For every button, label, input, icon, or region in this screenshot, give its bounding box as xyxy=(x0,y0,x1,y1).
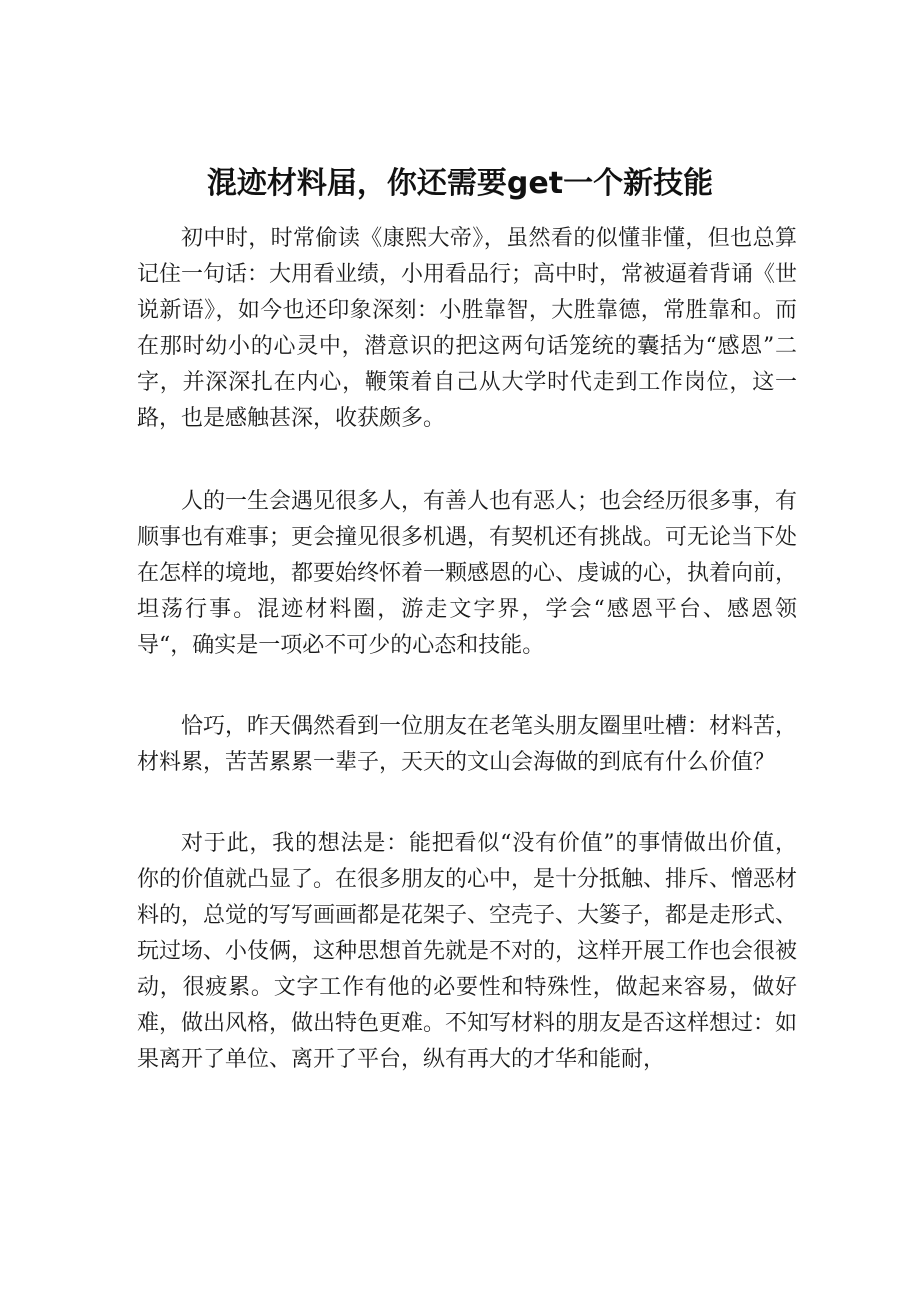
document-title: 混迹材料届，你还需要get一个新技能 xyxy=(206,166,714,201)
paragraph-2: 人的一生会遇见很多人，有善人也有恶人；也会经历很多事，有顺事也有难事；更会撞见很多机遇，有契机还有挑战。可无论当下处在怎样的境地，都要始终怀着一颗感恩的心、虔诚的心，执着向前，坦荡行事。混迹材料圈，游走文字界，学会“感恩平台、感恩领导“，确实是一项必不可少的心态和技能。 xyxy=(137,489,798,658)
paragraph-3: 恰巧，昨天偶然看到一位朋友在老笔头朋友圈里吐槽：材料苦，材料累，苦苦累累一辈子，天天的文山会海做的到底有什么价值？ xyxy=(137,714,798,775)
paragraph-1: 初中时，时常偷读《康熙大帝》，虽然看的似懂非懂，但也总算记住一句话：大用看业绩，小用看品行；高中时，常被逼着背诵《世说新语》，如今也还印象深刻：小胜靠智，大胜靠德，常胜靠和。而在那时幼小的心灵中，潜意识的把这两句话笼统的囊括为“感恩”二字，并深深扎在内心，鞭策着自己从大学时代走到工作岗位，这一路，也是感触甚深，收获颇多。 xyxy=(137,226,798,431)
paragraph-4: 对于此，我的想法是：能把看似“没有价值”的事情做出价值，你的价值就凸显了。在很多朋友的心中，是十分抵触、排斥、憎恶材料的，总觉的写写画画都是花架子、空壳子、大篓子，都是走形式、玩过场、小伎俩，这种思想首先就是不对的，这样开展工作也会很被动，很疲累。文字工作有他的必要性和特殊性，做起来容易，做好难，做出风格，做出特色更难。不知写材料的朋友是否这样想过：如果离开了单位、离开了平台，纵有再大的才华和能耐， xyxy=(137,831,798,1072)
